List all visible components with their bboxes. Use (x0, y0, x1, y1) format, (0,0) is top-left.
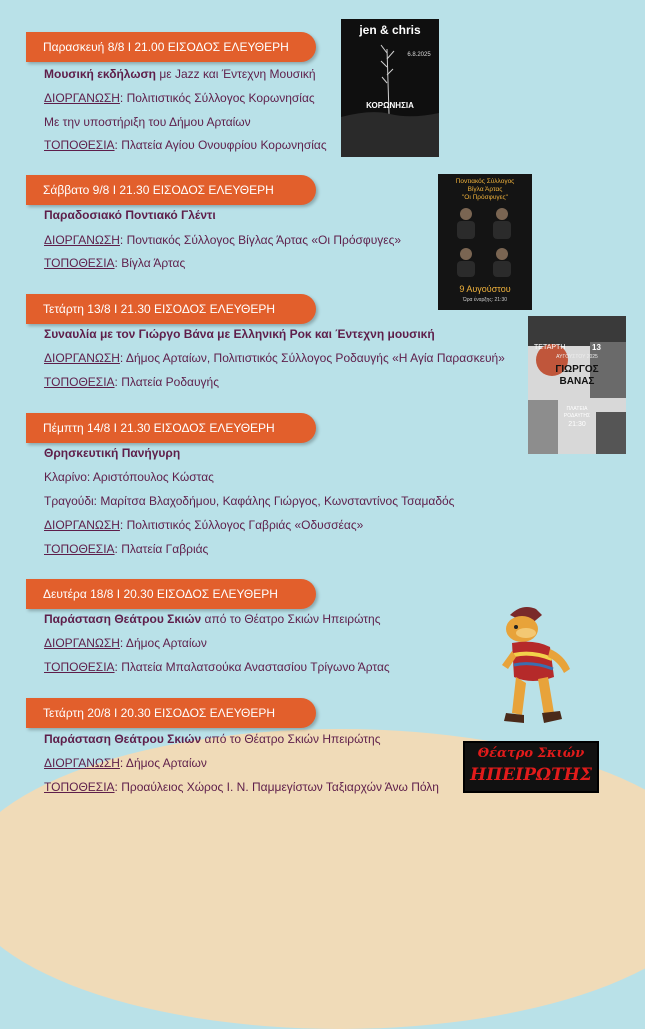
event-support: Με την υποστήριξη του Δήμου Αρταίων (44, 115, 251, 129)
event-organizer: ΔΙΟΡΓΑΝΩΣΗ: Πολιτιστικός Σύλλογος Γαβριάς «Οδυσσέας» (44, 518, 364, 532)
event-location: ΤΟΠΟΘΕΣΙΑ: Πλατεία Ροδαυγής (44, 375, 219, 389)
poster-day: ΤΕΤΑΡΤΗ (534, 344, 566, 351)
poster-place: ΚΟΡΩΝΗΣΙΑ (366, 101, 414, 110)
event-singers: Τραγούδι: Μαρίτσα Βλαχοδήμου, Καφάλης Γιώργος, Κωνσταντίνος Τσαμαδός (44, 494, 455, 508)
event-header-text: Παρασκευή 8/8 Ι 21.00 ΕΙΣΟΔΟΣ ΕΛΕΥΘΕΡΗ (43, 40, 289, 54)
event-header (26, 175, 316, 205)
event-title: Θρησκευτική Πανήγυρη (44, 446, 181, 460)
poster-title: jen & chris (359, 23, 421, 37)
event-header (26, 413, 316, 443)
poster-day-number: 13 (592, 343, 601, 352)
poster-name-first: ΓΙΩΡΓΟΣ (555, 364, 599, 375)
event-header (26, 698, 316, 728)
event-block (26, 32, 327, 152)
event-title: Μουσική εκδήλωση με Jazz και Έντεχνη Μουσική (44, 67, 316, 81)
event-header-text: Δευτέρα 18/8 Ι 20.30 ΕΙΣΟΔΟΣ ΕΛΕΥΘΕΡΗ (43, 587, 278, 601)
poster-place-1: ΠΛΑΤΕΙΑ (566, 406, 588, 412)
poster-date: 6.8.2025 (407, 52, 431, 58)
event-block (26, 175, 402, 270)
poster-vanas (528, 316, 626, 454)
event-location: ΤΟΠΟΘΕΣΙΑ: Πλατεία Μπαλατσούκα Αναστασίου Τρίγωνο Άρτας (44, 660, 390, 674)
logo-line-2: ΗΠΕΙΡΩΤΗΣ (470, 765, 592, 785)
event-title: Παραδοσιακό Ποντιακό Γλέντι (44, 208, 216, 222)
event-location: ΤΟΠΟΘΕΣΙΑ: Προαύλειος Χώρος Ι. Ν. Παμμεγίστων Ταξιαρχών Άνω Πόλη (44, 780, 439, 794)
event-clarinet: Κλαρίνο: Αριστόπουλος Κώστας (44, 470, 214, 484)
event-header (26, 294, 316, 324)
poster-name-last: ΒΑΝΑΣ (559, 376, 595, 387)
karagiozis-puppet-icon (492, 603, 578, 741)
event-organizer: ΔΙΟΡΓΑΝΩΣΗ: Δήμος Αρταίων (44, 636, 207, 650)
event-header-text: Τετάρτη 13/8 Ι 21.30 ΕΙΣΟΔΟΣ ΕΛΕΥΘΕΡΗ (43, 302, 276, 316)
event-header (26, 579, 316, 609)
event-title: Παράσταση Θεάτρου Σκιών από το Θέατρο Σκιών Ηπειρώτης (44, 732, 381, 746)
logo-line-1: Θέατρο Σκιών (477, 746, 585, 761)
poster-month: ΑΥΓΟΥΣΤΟΥ 2025 (556, 354, 598, 360)
event-block (26, 698, 439, 794)
event-organizer: ΔΙΟΡΓΑΝΩΣΗ: Δήμος Αρταίων, Πολιτιστικός Σύλλογος Ροδαυγής «Η Αγία Παρασκευή» (44, 351, 505, 365)
event-organizer: ΔΙΟΡΓΑΝΩΣΗ: Δήμος Αρταίων (44, 756, 207, 770)
event-block (26, 579, 390, 674)
theatre-logo (463, 741, 599, 793)
event-header-text: Τετάρτη 20/8 Ι 20.30 ΕΙΣΟΔΟΣ ΕΛΕΥΘΕΡΗ (43, 706, 276, 720)
poster-time: Ώρα έναρξης: 21:30 (462, 297, 508, 303)
poster-date: 9 Αυγούστου (459, 284, 511, 294)
poster-pontic (438, 174, 532, 310)
event-title: Παράσταση Θεάτρου Σκιών από το Θέατρο Σκιών Ηπειρώτης (44, 612, 381, 626)
event-location: ΤΟΠΟΘΕΣΙΑ: Πλατεία Αγίου Ονουφρίου Κορωνησίας (44, 138, 327, 152)
poster-name: "Οι Πρόσφυγες" (462, 194, 508, 201)
event-location: ΤΟΠΟΘΕΣΙΑ: Πλατεία Γαβριάς (44, 542, 209, 556)
event-organizer: ΔΙΟΡΓΑΝΩΣΗ: Ποντιακός Σύλλογος Βίγλας Άρτας «Οι Πρόσφυγες» (44, 233, 402, 247)
poster-place-2: ΡΟΔΑΥΓΗΣ (563, 413, 591, 419)
poster-time: 21:30 (568, 421, 586, 428)
poster-org: Ποντιακός Σύλλογος (455, 178, 515, 185)
event-header-text: Σάββατο 9/8 Ι 21.30 ΕΙΣΟΔΟΣ ΕΛΕΥΘΕΡΗ (43, 183, 274, 197)
poster-jen-chris (341, 19, 439, 157)
plant-silhouette-icon (341, 19, 439, 157)
event-title: Συναυλία με τον Γιώργο Βάνα με Ελληνική Ροκ και Έντεχνη μουσική (44, 327, 435, 341)
event-block (26, 413, 455, 556)
event-header (26, 32, 316, 62)
event-organizer: ΔΙΟΡΓΑΝΩΣΗ: Πολιτιστικός Σύλλογος Κορωνησίας (44, 91, 315, 105)
event-location: ΤΟΠΟΘΕΣΙΑ: Βίγλα Άρτας (44, 256, 186, 270)
event-header-text: Πέμπτη 14/8 Ι 21.30 ΕΙΣΟΔΟΣ ΕΛΕΥΘΕΡΗ (43, 421, 275, 435)
poster-place: Βίγλα Άρτας (467, 186, 503, 193)
